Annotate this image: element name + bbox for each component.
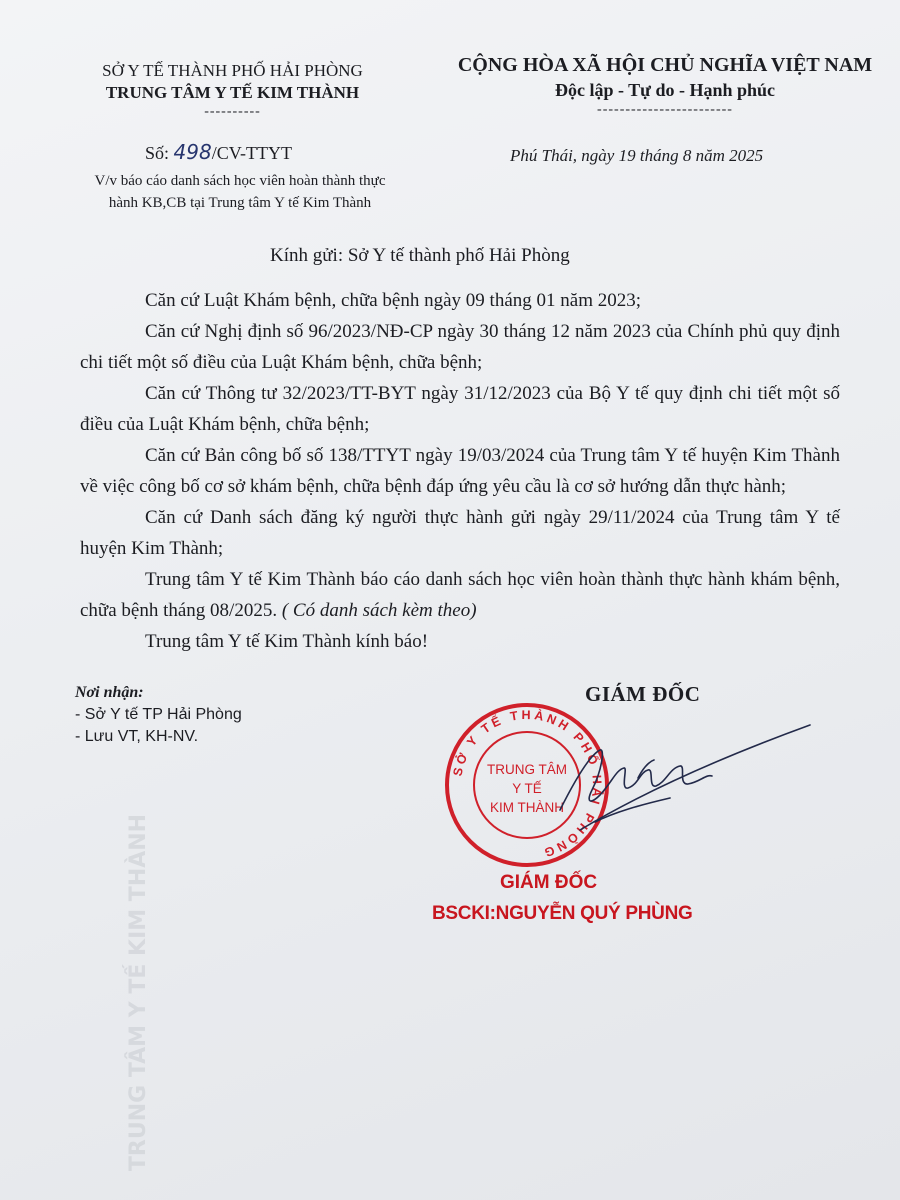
body-paragraph: Căn cứ Bản công bố số 138/TTYT ngày 19/03/2024 của Trung tâm Y tế huyện Kim Thành về việc công bố cơ sở khám bệnh, chữa bệnh đáp ứng yêu cầu là cơ sở hướng dẫn thực hành; xyxy=(80,445,840,497)
show-through-text: TRUNG TÂM Y TẾ KIM THÀNH xyxy=(126,813,152,1172)
body-paragraph: Căn cứ Thông tư 32/2023/TT-BYT ngày 31/12/2023 của Bộ Y tế quy định chi tiết một số điều của Luật Khám bệnh, chữa bệnh; xyxy=(80,383,840,435)
body-paragraph xyxy=(80,564,840,626)
recipient-item: - Lưu VT, KH-NV. xyxy=(75,728,199,745)
motto-divider: ------------------------ xyxy=(597,102,733,117)
attachment-note: ( Có danh sách kèm theo) xyxy=(277,600,477,621)
header-divider: ---------- xyxy=(204,104,261,119)
issuing-agency-header xyxy=(40,60,425,120)
stamp-signer-title: GIÁM ĐỐC xyxy=(500,872,598,893)
document-subject xyxy=(60,170,420,214)
recipient-line: Kính gửi: Sở Y tế thành phố Hải Phòng xyxy=(270,245,570,266)
document-number-prefix: Số: xyxy=(145,143,170,163)
body-paragraph: Căn cứ Nghị định số 96/2023/NĐ-CP ngày 30 tháng 12 năm 2023 của Chính phủ quy định chi tiết một số điều của Luật Khám bệnh, chữa bệnh; xyxy=(80,321,840,373)
closing-line: Trung tâm Y tế Kim Thành kính báo! xyxy=(145,631,429,652)
document-body xyxy=(80,285,840,657)
parent-agency: SỞ Y TẾ THÀNH PHỐ HẢI PHÒNG xyxy=(102,61,363,80)
handwritten-number: 498 xyxy=(173,140,212,164)
body-paragraph: Căn cứ Danh sách đăng ký người thực hành gửi ngày 29/11/2024 của Trung tâm Y tế huyện Kim Thành; xyxy=(80,507,840,559)
recipient-item: - Sở Y tế TP Hải Phòng xyxy=(75,706,242,723)
body-paragraph: Căn cứ Luật Khám bệnh, chữa bệnh ngày 09 tháng 01 năm 2023; xyxy=(145,290,642,311)
issuing-agency: TRUNG TÂM Y TẾ KIM THÀNH xyxy=(105,83,360,102)
seal-center-line-1: TRUNG TÂM xyxy=(487,762,567,777)
document-number xyxy=(145,140,292,164)
report-statement: Trung tâm Y tế Kim Thành báo cáo danh sách học viên hoàn thành thực hành khám bệnh, chữa bệnh tháng 08/2025. xyxy=(80,569,840,621)
national-header xyxy=(445,52,885,118)
recipients-title: Nơi nhận: xyxy=(75,684,144,701)
place-and-date: Phú Thái, ngày 19 tháng 8 năm 2025 xyxy=(510,146,764,165)
subject-line-1: V/v báo cáo danh sách học viên hoàn thành thực xyxy=(94,173,386,189)
subject-line-2: hành KB,CB tại Trung tâm Y tế Kim Thành xyxy=(108,195,372,211)
seal-outer-text: SỞ Y TẾ THÀNH PHỐ HẢI PHÒNG xyxy=(450,707,605,861)
seal-center-line-3: KIM THÀNH xyxy=(489,800,565,815)
recipients-list xyxy=(75,682,242,748)
national-motto: Độc lập - Tự do - Hạnh phúc xyxy=(554,80,776,100)
document-number-suffix: /CV-TTYT xyxy=(211,143,293,163)
handwritten-signature xyxy=(520,710,820,850)
stamp-signer-name: BSCKI:NGUYỄN QUÝ PHÙNG xyxy=(432,903,693,924)
seal-center-line-2: Y TẾ xyxy=(512,781,542,796)
signer-title: GIÁM ĐỐC xyxy=(585,682,701,706)
national-title: CỘNG HÒA XÃ HỘI CHỦ NGHĨA VIỆT NAM xyxy=(457,54,873,76)
